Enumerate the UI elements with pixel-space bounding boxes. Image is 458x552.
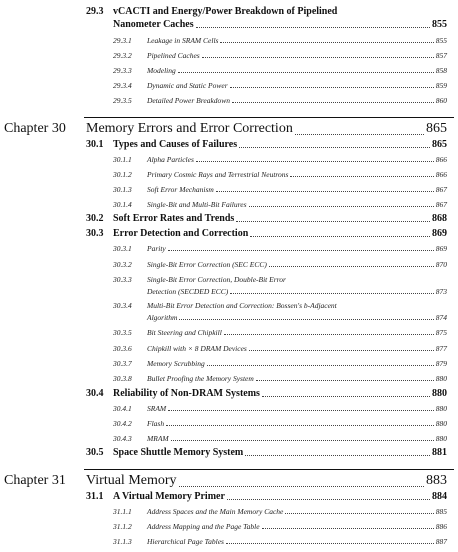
dot-leader <box>226 543 434 544</box>
toc-entry-sub <box>0 36 458 45</box>
subsection-title: Alpha Particles <box>147 155 194 164</box>
toc-entry-sub <box>0 404 458 413</box>
dot-leader <box>245 455 430 456</box>
dot-leader <box>196 161 434 162</box>
chapter-title: Virtual Memory <box>86 473 177 488</box>
toc-entry-sub <box>0 200 458 209</box>
dot-leader <box>171 440 434 441</box>
subsection-number: 31.1.3 <box>113 537 132 546</box>
subsection-number: 30.3.3 <box>113 275 132 284</box>
dot-leader <box>232 102 434 103</box>
subsection-number: 29.3.5 <box>113 96 132 105</box>
subsection-number: 30.1.4 <box>113 200 132 209</box>
page-number: 855 <box>432 19 447 30</box>
subsection-title-cont: Detection (SECDED ECC) <box>147 287 229 296</box>
subsection-number: 30.3.1 <box>113 244 132 253</box>
toc-entry-section <box>0 228 458 239</box>
toc-entry-sub <box>0 344 458 353</box>
subsection-title: Flash <box>147 419 165 428</box>
toc-entry-section <box>0 139 458 150</box>
toc-entry-section <box>0 491 458 502</box>
page-number: 867 <box>435 185 447 194</box>
toc-entry-section <box>0 447 458 458</box>
page-number: 880 <box>435 434 447 443</box>
page-number: 857 <box>435 51 447 60</box>
page-number: 883 <box>426 473 447 488</box>
section-title: Reliability of Non-DRAM Systems <box>113 388 260 399</box>
section-number: 29.3 <box>86 6 104 17</box>
dot-leader <box>168 250 434 251</box>
page-number: 866 <box>435 155 447 164</box>
page-number: 858 <box>435 66 447 75</box>
dot-leader <box>249 206 434 207</box>
dot-leader <box>179 486 424 487</box>
subsection-title: SRAM <box>147 404 167 413</box>
toc-entry-sub <box>0 434 458 443</box>
page-number: 865 <box>426 121 447 136</box>
subsection-number: 31.1.2 <box>113 522 132 531</box>
subsection-title: Chipkill with × 8 DRAM Devices <box>147 344 247 353</box>
toc-entry-chapter <box>0 473 458 488</box>
subsection-title: Hierarchical Page Tables <box>147 537 224 546</box>
section-title: A Virtual Memory Primer <box>113 491 225 502</box>
toc-entry-sub <box>0 522 458 531</box>
toc-entry-sub <box>0 507 458 516</box>
toc-entry-sub <box>0 185 458 194</box>
subsection-title-cont: Algorithm <box>147 313 178 322</box>
page-number: 881 <box>432 447 447 458</box>
dot-leader <box>262 528 434 529</box>
subsection-number: 30.3.6 <box>113 344 132 353</box>
subsection-title: Soft Error Mechanism <box>147 185 214 194</box>
dot-leader <box>239 147 430 148</box>
section-number: 31.1 <box>86 491 104 502</box>
page-number: 877 <box>435 344 447 353</box>
dot-leader <box>249 350 434 351</box>
page-number: 875 <box>435 328 447 337</box>
subsection-title: MRAM <box>147 434 169 443</box>
chapter-rule <box>84 117 454 118</box>
toc-entry-sub <box>0 170 458 179</box>
chapter-label: Chapter 31 <box>4 473 66 488</box>
page-number: 870 <box>435 260 447 269</box>
dot-leader <box>207 365 434 366</box>
toc-entry-sub <box>0 81 458 90</box>
toc-entry-chapter <box>0 121 458 136</box>
subsection-number: 30.1.2 <box>113 170 132 179</box>
subsection-number: 30.3.7 <box>113 359 132 368</box>
dot-leader <box>220 42 433 43</box>
subsection-title: Address Spaces and the Main Memory Cache <box>147 507 284 516</box>
toc-entry-sub <box>0 260 458 269</box>
dot-leader <box>230 293 434 294</box>
section-number: 30.3 <box>86 228 104 239</box>
toc-entry-sub <box>0 328 458 337</box>
toc-entry-sub <box>0 537 458 546</box>
subsection-number: 30.4.3 <box>113 434 132 443</box>
toc-entry-sub <box>0 359 458 368</box>
subsection-title: Pipelined Caches <box>147 51 200 60</box>
subsection-title: Primary Cosmic Rays and Terrestrial Neutrons <box>147 170 289 179</box>
page-number: 865 <box>432 139 447 150</box>
page-number: 880 <box>435 374 447 383</box>
page-number: 887 <box>435 537 447 546</box>
dot-leader <box>168 410 434 411</box>
toc-entry-sub <box>0 96 458 105</box>
page-number: 873 <box>435 287 447 296</box>
page-number: 880 <box>435 419 447 428</box>
section-title-cont: Nanometer Caches <box>113 19 194 30</box>
page-number: 859 <box>435 81 447 90</box>
toc-entry-sub <box>0 66 458 75</box>
subsection-number: 30.4.1 <box>113 404 132 413</box>
page-number: 860 <box>435 96 447 105</box>
toc-entry-sub <box>0 374 458 383</box>
page-number: 868 <box>432 213 447 224</box>
toc-entry-sub <box>0 155 458 164</box>
dot-leader <box>262 396 430 397</box>
section-title: Space Shuttle Memory System <box>113 447 244 458</box>
dot-leader <box>290 176 433 177</box>
page-number: 867 <box>435 200 447 209</box>
subsection-title: Bit Steering and Chipkill <box>147 328 222 337</box>
page-number: 880 <box>435 404 447 413</box>
dot-leader <box>295 134 424 135</box>
subsection-title: Bullet Proofing the Memory System <box>147 374 254 383</box>
subsection-title: Leakage in SRAM Cells <box>147 36 219 45</box>
section-title: Types and Causes of Failures <box>113 139 238 150</box>
dot-leader <box>224 334 434 335</box>
dot-leader <box>202 57 434 58</box>
subsection-number: 29.3.3 <box>113 66 132 75</box>
dot-leader <box>285 513 433 514</box>
page-number: 886 <box>435 522 447 531</box>
subsection-title: Address Mapping and the Page Table <box>147 522 260 531</box>
subsection-title: Multi-Bit Error Detection and Correction: Bossen's b-Adjacent <box>147 301 337 310</box>
section-title: vCACTI and Energy/Power Breakdown of Pipelined <box>113 6 338 17</box>
page-number: 884 <box>432 491 447 502</box>
subsection-number: 29.3.4 <box>113 81 132 90</box>
section-number: 30.4 <box>86 388 104 399</box>
dot-leader <box>216 191 434 192</box>
page-number: 869 <box>432 228 447 239</box>
subsection-number: 29.3.1 <box>113 36 132 45</box>
dot-leader <box>236 221 430 222</box>
toc-entry-sub <box>0 244 458 253</box>
section-title: Soft Error Rates and Trends <box>113 213 235 224</box>
subsection-number: 30.3.5 <box>113 328 132 337</box>
dot-leader <box>166 425 434 426</box>
subsection-number: 29.3.2 <box>113 51 132 60</box>
dot-leader <box>269 266 434 267</box>
dot-leader <box>250 236 430 237</box>
section-number: 30.2 <box>86 213 104 224</box>
toc-entry-section <box>0 6 458 30</box>
dot-leader <box>179 319 433 320</box>
subsection-title: Single-Bit Error Correction (SEC ECC) <box>147 260 267 269</box>
dot-leader <box>178 72 434 73</box>
dot-leader <box>230 87 434 88</box>
subsection-number: 30.3.8 <box>113 374 132 383</box>
page-number: 869 <box>435 244 447 253</box>
toc-entry-section <box>0 213 458 224</box>
subsection-number: 31.1.1 <box>113 507 132 516</box>
toc-entry-section <box>0 388 458 399</box>
toc-entry-sub <box>0 275 458 296</box>
chapter-rule <box>84 469 454 470</box>
toc-entry-sub <box>0 51 458 60</box>
page-number: 855 <box>435 36 447 45</box>
subsection-number: 30.3.4 <box>113 301 132 310</box>
section-number: 30.1 <box>86 139 104 150</box>
subsection-title: Dynamic and Static Power <box>147 81 228 90</box>
subsection-title: Single-Bit and Multi-Bit Failures <box>147 200 247 209</box>
subsection-title: Memory Scrubbing <box>147 359 205 368</box>
chapter-title: Memory Errors and Error Correction <box>86 121 293 136</box>
subsection-number: 30.1.1 <box>113 155 132 164</box>
page-number: 880 <box>432 388 447 399</box>
section-title: Error Detection and Correction <box>113 228 249 239</box>
subsection-title: Single-Bit Error Correction, Double-Bit Error <box>147 275 286 284</box>
chapter-label: Chapter 30 <box>4 121 66 136</box>
subsection-number: 30.4.2 <box>113 419 132 428</box>
subsection-title: Detailed Power Breakdown <box>147 96 231 105</box>
toc-entry-sub <box>0 301 458 322</box>
subsection-number: 30.1.3 <box>113 185 132 194</box>
dot-leader <box>196 27 430 28</box>
toc-entry-sub <box>0 419 458 428</box>
section-number: 30.5 <box>86 447 104 458</box>
dot-leader <box>256 380 434 381</box>
page-number: 866 <box>435 170 447 179</box>
dot-leader <box>227 499 430 500</box>
subsection-title: Modeling <box>147 66 176 75</box>
page-number: 874 <box>435 313 447 322</box>
subsection-number: 30.3.2 <box>113 260 132 269</box>
subsection-title: Parity <box>147 244 166 253</box>
page-number: 879 <box>435 359 447 368</box>
page-number: 885 <box>435 507 447 516</box>
